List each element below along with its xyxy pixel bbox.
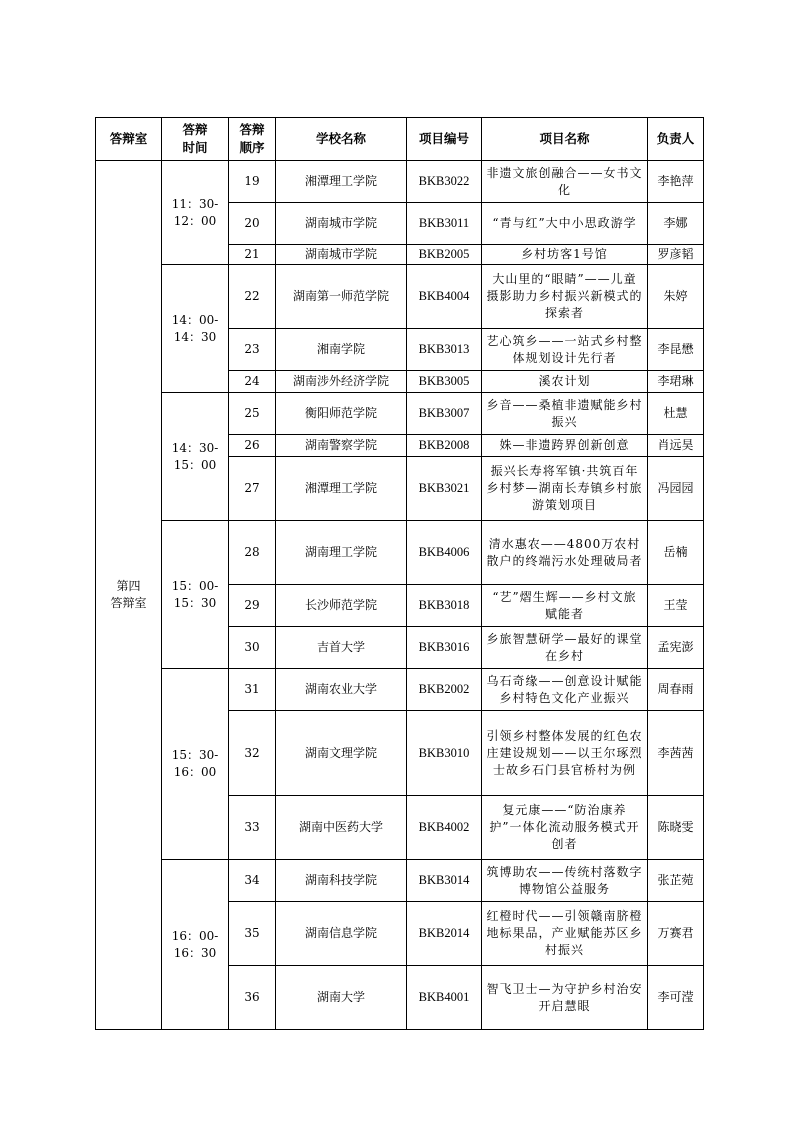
school-cell: 湖南大学	[276, 966, 407, 1030]
leader-cell: 朱婷	[648, 265, 704, 329]
leader-cell: 李茜茜	[648, 711, 704, 796]
code-cell: BKB2014	[407, 902, 482, 966]
project-cell: 艺心筑乡——一站式乡村整体规划设计先行者	[482, 329, 648, 371]
leader-cell: 李可滢	[648, 966, 704, 1030]
order-cell: 26	[229, 435, 276, 457]
time-cell: 14：30- 15：00	[162, 393, 229, 521]
project-cell: 乡音——桑植非遗赋能乡村振兴	[482, 393, 648, 435]
project-cell: 姝—非遗跨界创新创意	[482, 435, 648, 457]
school-cell: 衡阳师范学院	[276, 393, 407, 435]
project-cell: 大山里的“眼睛”——儿童摄影助力乡村振兴新模式的探索者	[482, 265, 648, 329]
time-cell: 16：00- 16：30	[162, 860, 229, 1030]
order-cell: 19	[229, 161, 276, 203]
leader-cell: 罗彦韬	[648, 245, 704, 265]
leader-cell: 李娜	[648, 203, 704, 245]
project-cell: 筑博助农——传统村落数字博物馆公益服务	[482, 860, 648, 902]
room-cell: 第四 答辩室	[96, 161, 162, 1030]
leader-cell: 岳楠	[648, 521, 704, 585]
time-cell: 15：00- 15：30	[162, 521, 229, 669]
time-cell: 15：30- 16：00	[162, 669, 229, 860]
order-cell: 34	[229, 860, 276, 902]
project-cell: “艺”熠生辉——乡村文旅赋能者	[482, 585, 648, 627]
project-cell: 乡旅智慧研学—最好的课堂在乡村	[482, 627, 648, 669]
code-cell: BKB2008	[407, 435, 482, 457]
header-time: 答辩 时间	[162, 118, 229, 161]
table-row	[96, 161, 704, 203]
time-cell: 11：30- 12：00	[162, 161, 229, 265]
school-cell: 湖南城市学院	[276, 203, 407, 245]
school-cell: 湖南涉外经济学院	[276, 371, 407, 393]
code-cell: BKB3021	[407, 457, 482, 521]
order-cell: 33	[229, 796, 276, 860]
project-cell: 溪农计划	[482, 371, 648, 393]
order-cell: 28	[229, 521, 276, 585]
leader-cell: 李昆懋	[648, 329, 704, 371]
header-project: 项目名称	[482, 118, 648, 161]
code-cell: BKB3022	[407, 161, 482, 203]
project-cell: 振兴长寿将军镇·共筑百年乡村梦—湖南长寿镇乡村旅游策划项目	[482, 457, 648, 521]
order-cell: 29	[229, 585, 276, 627]
order-cell: 22	[229, 265, 276, 329]
order-cell: 25	[229, 393, 276, 435]
school-cell: 湘南学院	[276, 329, 407, 371]
school-cell: 湖南理工学院	[276, 521, 407, 585]
header-room: 答辩室	[96, 118, 162, 161]
code-cell: BKB3005	[407, 371, 482, 393]
project-cell: 复元康——“防治康养护”一体化流动服务模式开创者	[482, 796, 648, 860]
code-cell: BKB2005	[407, 245, 482, 265]
school-cell: 湖南城市学院	[276, 245, 407, 265]
table-row	[96, 860, 704, 902]
leader-cell: 陈晓雯	[648, 796, 704, 860]
table-row	[96, 265, 704, 329]
order-cell: 24	[229, 371, 276, 393]
code-cell: BKB3014	[407, 860, 482, 902]
code-cell: BKB4001	[407, 966, 482, 1030]
order-cell: 32	[229, 711, 276, 796]
order-cell: 23	[229, 329, 276, 371]
project-cell: 乡村坊客1号馆	[482, 245, 648, 265]
order-cell: 31	[229, 669, 276, 711]
school-cell: 湖南农业大学	[276, 669, 407, 711]
project-cell: “青与红”大中小思政游学	[482, 203, 648, 245]
code-cell: BKB4004	[407, 265, 482, 329]
school-cell: 湖南信息学院	[276, 902, 407, 966]
table-row	[96, 393, 704, 435]
project-cell: 清水惠农——4800万农村散户的终端污水处理破局者	[482, 521, 648, 585]
school-cell: 湖南第一师范学院	[276, 265, 407, 329]
code-cell: BKB3013	[407, 329, 482, 371]
code-cell: BKB4002	[407, 796, 482, 860]
school-cell: 湖南文理学院	[276, 711, 407, 796]
leader-cell: 冯园园	[648, 457, 704, 521]
leader-cell: 李艳萍	[648, 161, 704, 203]
school-cell: 湖南中医药大学	[276, 796, 407, 860]
leader-cell: 李珺琳	[648, 371, 704, 393]
code-cell: BKB3018	[407, 585, 482, 627]
school-cell: 湘潭理工学院	[276, 457, 407, 521]
leader-cell: 肖远昊	[648, 435, 704, 457]
code-cell: BKB3010	[407, 711, 482, 796]
project-cell: 引领乡村整体发展的红色农庄建设规划——以王尔琢烈士故乡石门县官桥村为例	[482, 711, 648, 796]
code-cell: BKB3011	[407, 203, 482, 245]
table-header-row	[96, 118, 704, 161]
leader-cell: 杜慧	[648, 393, 704, 435]
code-cell: BKB4006	[407, 521, 482, 585]
code-cell: BKB3007	[407, 393, 482, 435]
code-cell: BKB2002	[407, 669, 482, 711]
project-cell: 红橙时代——引领赣南脐橙地标果品，产业赋能苏区乡村振兴	[482, 902, 648, 966]
table-row	[96, 669, 704, 711]
school-cell: 长沙师范学院	[276, 585, 407, 627]
project-cell: 智飞卫士—为守护乡村治安开启慧眼	[482, 966, 648, 1030]
order-cell: 30	[229, 627, 276, 669]
table-row	[96, 521, 704, 585]
project-cell: 非遗文旅创融合——女书文化	[482, 161, 648, 203]
project-cell: 乌石奇缘——创意设计赋能乡村特色文化产业振兴	[482, 669, 648, 711]
defense-schedule-table	[95, 117, 704, 1030]
header-school: 学校名称	[276, 118, 407, 161]
school-cell: 湖南警察学院	[276, 435, 407, 457]
leader-cell: 孟宪澎	[648, 627, 704, 669]
order-cell: 20	[229, 203, 276, 245]
header-order: 答辩 顺序	[229, 118, 276, 161]
leader-cell: 张芷菀	[648, 860, 704, 902]
order-cell: 35	[229, 902, 276, 966]
time-cell: 14：00- 14：30	[162, 265, 229, 393]
header-code: 项目编号	[407, 118, 482, 161]
order-cell: 21	[229, 245, 276, 265]
leader-cell: 周春雨	[648, 669, 704, 711]
code-cell: BKB3016	[407, 627, 482, 669]
header-leader: 负责人	[648, 118, 704, 161]
leader-cell: 王莹	[648, 585, 704, 627]
school-cell: 湖南科技学院	[276, 860, 407, 902]
leader-cell: 万赛君	[648, 902, 704, 966]
school-cell: 吉首大学	[276, 627, 407, 669]
order-cell: 36	[229, 966, 276, 1030]
order-cell: 27	[229, 457, 276, 521]
school-cell: 湘潭理工学院	[276, 161, 407, 203]
